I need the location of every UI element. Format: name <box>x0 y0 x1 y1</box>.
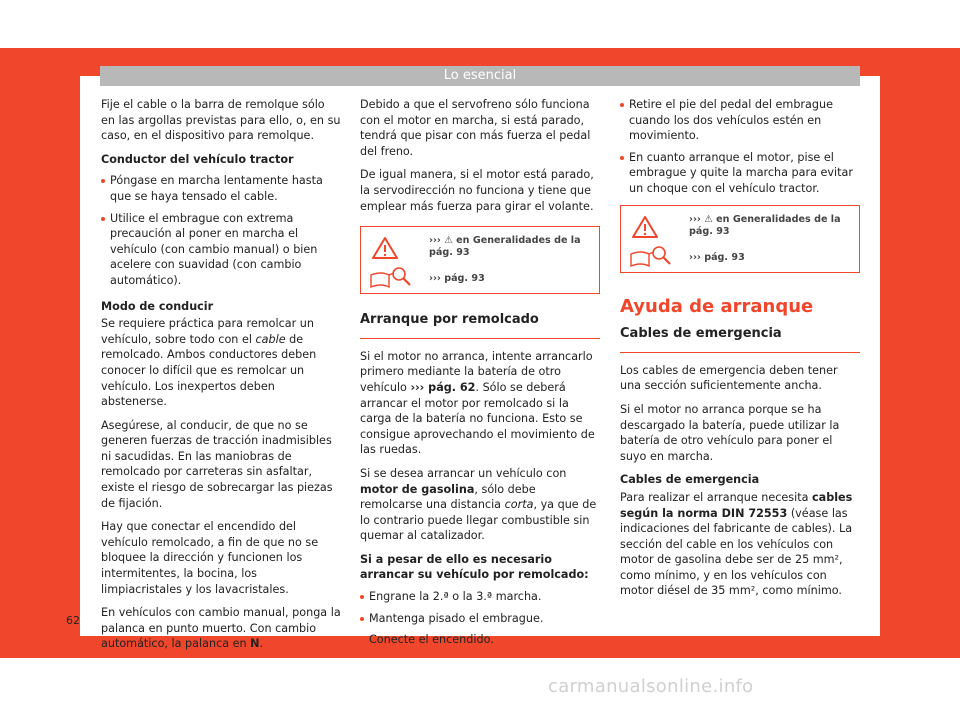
list-item: Conecte el encendido. <box>360 632 600 648</box>
column-3 <box>620 97 860 607</box>
list-item: Retire el pie del pedal del embrague cuando los dos vehículos estén en movimiento. <box>620 97 860 144</box>
heading: Conductor del vehículo tractor <box>101 152 294 166</box>
paragraph: En vehículos con cambio manual, ponga la palanca en punto muerto. Con cambio automático, la palanca en N. <box>101 606 341 651</box>
page-reference[interactable]: ››› pág. 93 <box>689 251 745 263</box>
list-item: Utilice el embrague con extrema precaución al poner en marcha el vehículo (con cambio manual) o bien acelere con suavidad (con cambio automático). <box>101 211 341 289</box>
list-item: Mantenga pisado el embrague. <box>360 611 600 627</box>
paragraph: Fije el cable o la barra de remolque sólo en las argollas previstas para ello, o, en su caso, en el dispositivo para remolque. <box>101 98 341 143</box>
paragraph: Para realizar el arranque necesita cables según la norma DIN 72553 (véase las indicaciones del fabricante de cables). La sección del cable en los vehículos con motor de gasolina debe ser de 25 mm², como mínimo, y en los vehículos con motor diésel de 35 mm², como mínimo. <box>620 490 853 598</box>
book-search-icon <box>369 265 413 289</box>
warning-icon <box>631 215 659 239</box>
paragraph: Hay que conectar el encendido del vehículo remolcado, a fin de que no se bloquee la dirección y funcionen los intermitentes, la bocina, los limpiacristales y los lavacristales. <box>101 520 319 596</box>
list-item: Engrane la 2.ª o la 3.ª marcha. <box>360 589 600 605</box>
heading: Si a pesar de ello es necesario arrancar su vehículo por remolcado: <box>360 552 589 582</box>
chapter-title: Ayuda de arranque <box>620 295 814 317</box>
warning-reference[interactable]: ››› ⚠ en Generalidades de la pág. 93 <box>689 213 841 237</box>
paragraph: Se requiere práctica para remolcar un vehículo, sobre todo con el cable de remolcado. Ambos conductores deben conocer lo difícil que es remolcar un vehículo. Los inexpertos deben abstenerse. <box>101 317 317 409</box>
warning-icon <box>371 236 399 260</box>
paragraph: Asegúrese, al conducir, de que no se generen fuerzas de tracción inadmisibles ni sacudidas. En las maniobras de remolcado por carreteras sin asfaltar, existe el riesgo de sobrecargar las piezas de fijación. <box>101 418 333 510</box>
section-title: Arranque por remolcado <box>360 312 600 339</box>
section-title: Cables de emergencia <box>620 326 860 353</box>
paragraph: Si el motor no arranca porque se ha descargado la batería, puede utilizar la batería de otro vehículo para poner el suyo en marcha. <box>620 402 840 463</box>
watermark: carmanualsonline.info <box>548 676 754 697</box>
heading: Cables de emergencia <box>620 473 760 487</box>
list-item: Póngase en marcha lentamente hasta que se haya tensado el cable. <box>101 173 341 204</box>
heading: Modo de conducir <box>101 299 214 313</box>
paragraph: Los cables de emergencia deben tener una sección suficientemente ancha. <box>620 363 838 393</box>
warning-box <box>360 226 600 294</box>
warning-reference[interactable]: ››› ⚠ en Generalidades de la pág. 93 <box>429 235 581 259</box>
page-header: Lo esencial <box>100 66 860 86</box>
paragraph: Si el motor no arranca, intente arrancarlo primero mediante la batería de otro vehículo ››› pág. 62. Sólo se deberá arrancar el motor por remolcado si la carga de la batería no funciona. Esto se consigue aprovechando el movimiento de las ruedas. <box>360 349 595 457</box>
paragraph: Debido a que el servofreno sólo funciona con el motor en marcha, si está parado, tendrá que pisar con más fuerza el pedal del freno. <box>360 98 591 158</box>
page-reference[interactable]: ››› pág. 93 <box>429 273 485 285</box>
list-item: En cuanto arranque el motor, pise el embrague y quite la marcha para evitar un choque con el vehículo tractor. <box>620 150 860 197</box>
column-2 <box>360 97 600 654</box>
paragraph: Si se desea arrancar un vehículo con motor de gasolina, sólo debe remolcarse una distancia corta, ya que de lo contrario puede llegar combustible sin quemar al catalizador. <box>360 466 597 543</box>
book-search-icon <box>629 244 673 268</box>
warning-box <box>620 205 860 273</box>
paragraph: De igual manera, si el motor está parado, la servodirección no funciona y tiene que emplear más fuerza para girar el volante. <box>360 168 594 213</box>
page-link[interactable]: ››› pág. 62 <box>410 380 476 394</box>
column-1 <box>101 97 341 660</box>
page-number: 62 <box>66 614 80 627</box>
